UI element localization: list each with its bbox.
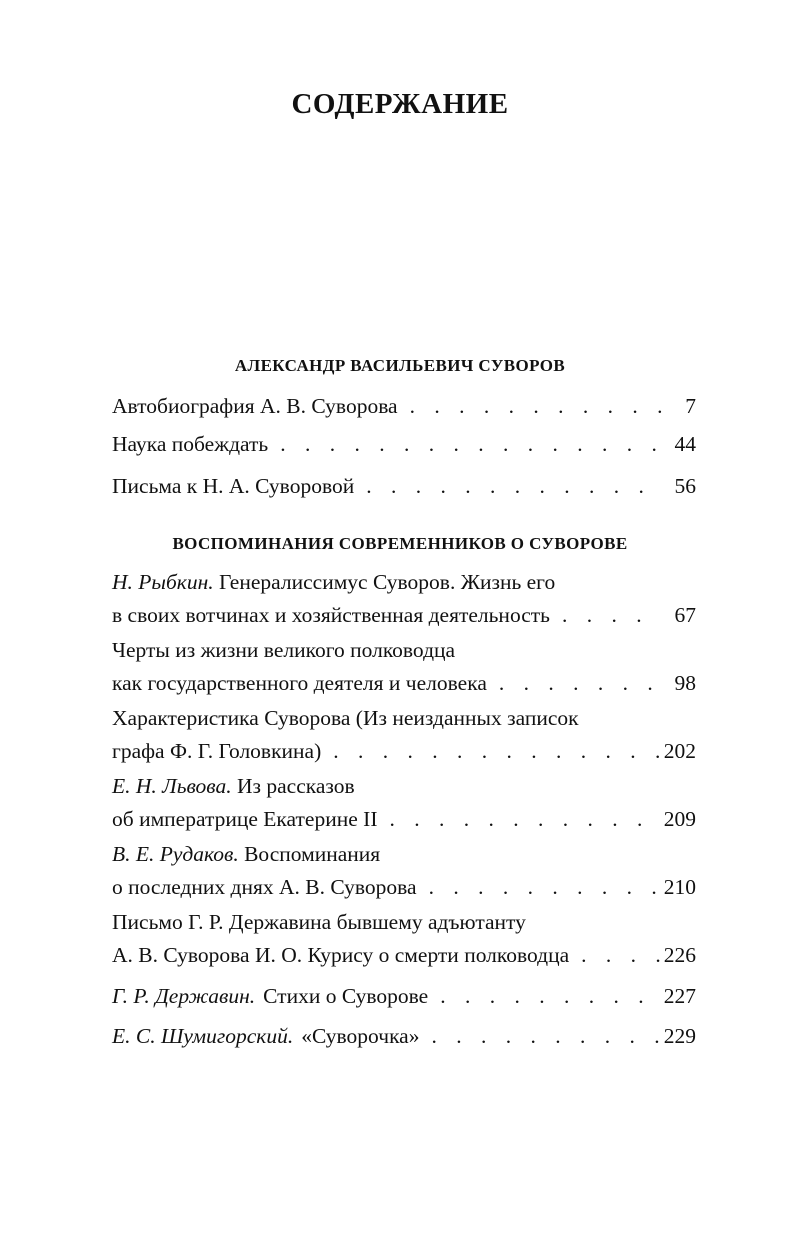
page-number: 98 bbox=[674, 671, 696, 695]
entry-title-continued: об императрице Екатерине II bbox=[112, 807, 378, 831]
dot-leader bbox=[562, 599, 662, 632]
page-number: 202 bbox=[663, 739, 696, 763]
entry-title: Автобиография А. В. Суворова bbox=[112, 394, 398, 418]
dot-leader bbox=[499, 667, 662, 700]
dot-leader bbox=[366, 470, 662, 503]
entry-title: Письмо Г. Р. Державина бывшему адъютанту bbox=[112, 910, 526, 934]
entry-title-continued: графа Ф. Г. Головкина) bbox=[112, 739, 322, 763]
page-number: 227 bbox=[663, 984, 696, 1008]
entry-title: «Суворочка» bbox=[301, 1024, 420, 1048]
entry-title: Характеристика Суворова (Из неизданных записок bbox=[112, 706, 579, 730]
page-number: 44 bbox=[674, 432, 696, 456]
entry-author: Е. Н. Львова. bbox=[112, 774, 232, 798]
dot-leader bbox=[431, 1020, 659, 1053]
toc-entry[interactable] bbox=[112, 702, 696, 768]
toc-entry[interactable] bbox=[112, 770, 696, 836]
entry-title: Воспоминания bbox=[244, 842, 381, 866]
entry-title: Письма к Н. А. Суворовой bbox=[112, 474, 355, 498]
page-number: 7 bbox=[685, 394, 696, 418]
entry-title-continued: как государственного деятеля и человека bbox=[112, 671, 487, 695]
entry-title-continued: в своих вотчинах и хозяйственная деятельность bbox=[112, 603, 550, 627]
entry-title: Генералиссимус Суворов. Жизнь его bbox=[219, 570, 556, 594]
section-heading-memoirs: ВОСПОМИНАНИЯ СОВРЕМЕННИКОВ О СУВОРОВЕ bbox=[172, 534, 628, 553]
page-number: 67 bbox=[674, 603, 696, 627]
dot-leader bbox=[280, 428, 662, 461]
dot-leader bbox=[333, 735, 660, 768]
entry-author: Н. Рыбкин. bbox=[112, 570, 214, 594]
page-number: 209 bbox=[663, 807, 696, 831]
entry-title: Черты из жизни великого полководца bbox=[112, 638, 456, 662]
dot-leader bbox=[440, 980, 660, 1013]
toc-entry[interactable] bbox=[112, 428, 696, 461]
entry-title: Наука побеждать bbox=[112, 432, 269, 456]
entry-title-continued: о последних днях А. В. Суворова bbox=[112, 875, 417, 899]
page-number: 229 bbox=[663, 1024, 696, 1048]
toc-entry[interactable] bbox=[112, 470, 696, 503]
entry-author: В. Е. Рудаков. bbox=[112, 842, 239, 866]
toc-entry[interactable] bbox=[112, 390, 696, 423]
dot-leader bbox=[429, 871, 660, 904]
section-heading-suvorov: АЛЕКСАНДР ВАСИЛЬЕВИЧ СУВОРОВ bbox=[234, 356, 566, 375]
toc-entry[interactable] bbox=[112, 1020, 696, 1053]
dot-leader bbox=[389, 803, 659, 836]
toc-entry[interactable] bbox=[112, 980, 696, 1013]
toc-entry[interactable] bbox=[112, 838, 696, 904]
dot-leader bbox=[581, 939, 660, 972]
dot-leader bbox=[410, 390, 662, 423]
toc-entry[interactable] bbox=[112, 906, 696, 972]
page-title: СОДЕРЖАНИЕ bbox=[291, 88, 509, 120]
toc-entry[interactable] bbox=[112, 634, 696, 700]
entry-title: Из рассказов bbox=[237, 774, 355, 798]
entry-author: Г. Р. Державин. bbox=[112, 984, 256, 1008]
entry-author: Е. С. Шумигорский. bbox=[112, 1024, 294, 1048]
toc-entry[interactable] bbox=[112, 566, 696, 632]
entry-title-continued: А. В. Суворова И. О. Курису о смерти полководца bbox=[112, 943, 570, 967]
page-number: 226 bbox=[663, 943, 696, 967]
page-number: 56 bbox=[674, 474, 696, 498]
entry-title: Стихи о Суворове bbox=[263, 984, 429, 1008]
page-number: 210 bbox=[663, 875, 696, 899]
